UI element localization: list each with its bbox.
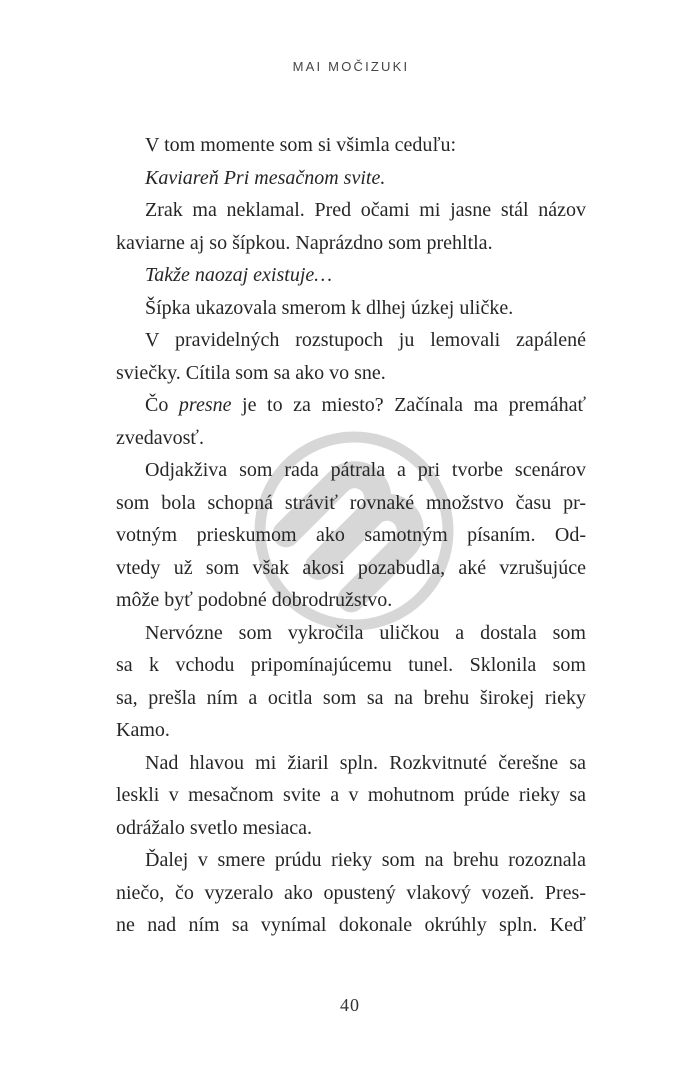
text-line xyxy=(116,389,586,422)
emphasized-text: presne xyxy=(178,394,232,416)
text-segment: je to za miesto? Začínala ma premáhať xyxy=(231,394,586,416)
text-segment: môže byť podobné dobrodružstvo. xyxy=(116,589,393,611)
text-line xyxy=(116,454,586,487)
text-segment: Šípka ukazovala smerom k dlhej úzkej uličke. xyxy=(145,296,514,319)
text-segment: V pravidelných rozstupoch ju lemovali zapálené xyxy=(145,329,586,351)
running-header: MAI MOČIZUKI xyxy=(292,59,410,74)
text-line xyxy=(116,162,586,195)
text-segment: zvedavosť. xyxy=(116,426,204,449)
text-line xyxy=(116,584,586,617)
text-segment: sa k vchodu pripomínajúcemu tunel. Sklonila som xyxy=(116,654,586,676)
text-segment: niečo, čo vyzeralo ako opustený vlakový vozeň. Pres- xyxy=(116,881,586,904)
text-segment: Kamo. xyxy=(116,719,170,741)
body-text xyxy=(116,129,586,942)
text-segment: Ďalej v smere prúdu rieky som na brehu rozoznala xyxy=(145,849,586,871)
text-line xyxy=(116,552,586,585)
text-segment: Čo xyxy=(145,394,179,416)
text-line xyxy=(116,422,586,455)
text-line xyxy=(116,649,586,682)
text-line xyxy=(116,844,586,877)
text-segment: Nad hlavou mi žiaril spln. Rozkvitnuté čerešne sa xyxy=(145,751,586,774)
text-line xyxy=(116,747,586,780)
text-line xyxy=(116,487,586,520)
text-segment: Zrak ma neklamal. Pred očami mi jasne stál názov xyxy=(145,199,586,221)
text-segment: kaviarne aj so šípkou. Naprázdno som prehltla. xyxy=(116,231,493,254)
text-segment: sa, prešla ním a ocitla som sa na brehu širokej rieky xyxy=(116,686,586,709)
text-segment: votným prieskumom ako samotným písaním. Od- xyxy=(116,524,586,546)
text-segment: Kaviareň Pri mesačnom svite. xyxy=(145,166,386,189)
text-line xyxy=(116,909,586,942)
text-segment: V tom momente som si všimla ceduľu: xyxy=(145,134,457,156)
text-segment: leskli v mesačnom svite a v mohutnom prúde rieky sa xyxy=(116,784,586,806)
text-segment: Odjakživa som rada pátrala a pri tvorbe scenárov xyxy=(145,459,586,481)
text-line xyxy=(116,357,586,390)
text-segment: vtedy už som však akosi pozabudla, aké vzrušujúce xyxy=(116,556,586,579)
text-line xyxy=(116,714,586,747)
text-line xyxy=(116,812,586,845)
text-line xyxy=(116,292,586,325)
text-line xyxy=(116,617,586,650)
text-line xyxy=(116,779,586,812)
text-segment: Takže naozaj existuje… xyxy=(145,264,333,286)
text-line xyxy=(116,877,586,910)
text-line xyxy=(116,324,586,357)
text-segment: ne nad ním sa vynímal dokonale okrúhly spln. Keď xyxy=(116,914,586,936)
text-line xyxy=(116,227,586,260)
text-line xyxy=(116,194,586,227)
text-line xyxy=(116,682,586,715)
text-segment: odrážalo svetlo mesiaca. xyxy=(116,816,313,839)
text-segment: sviečky. Cítila som sa ako vo sne. xyxy=(116,361,386,384)
text-line xyxy=(116,129,586,162)
text-segment: Nervózne som vykročila uličkou a dostala som xyxy=(145,621,586,644)
page-number: 40 xyxy=(340,995,360,1015)
text-segment: som bola schopná stráviť rovnaké množstvo času pr- xyxy=(116,491,586,514)
text-line xyxy=(116,259,586,292)
text-line xyxy=(116,519,586,552)
